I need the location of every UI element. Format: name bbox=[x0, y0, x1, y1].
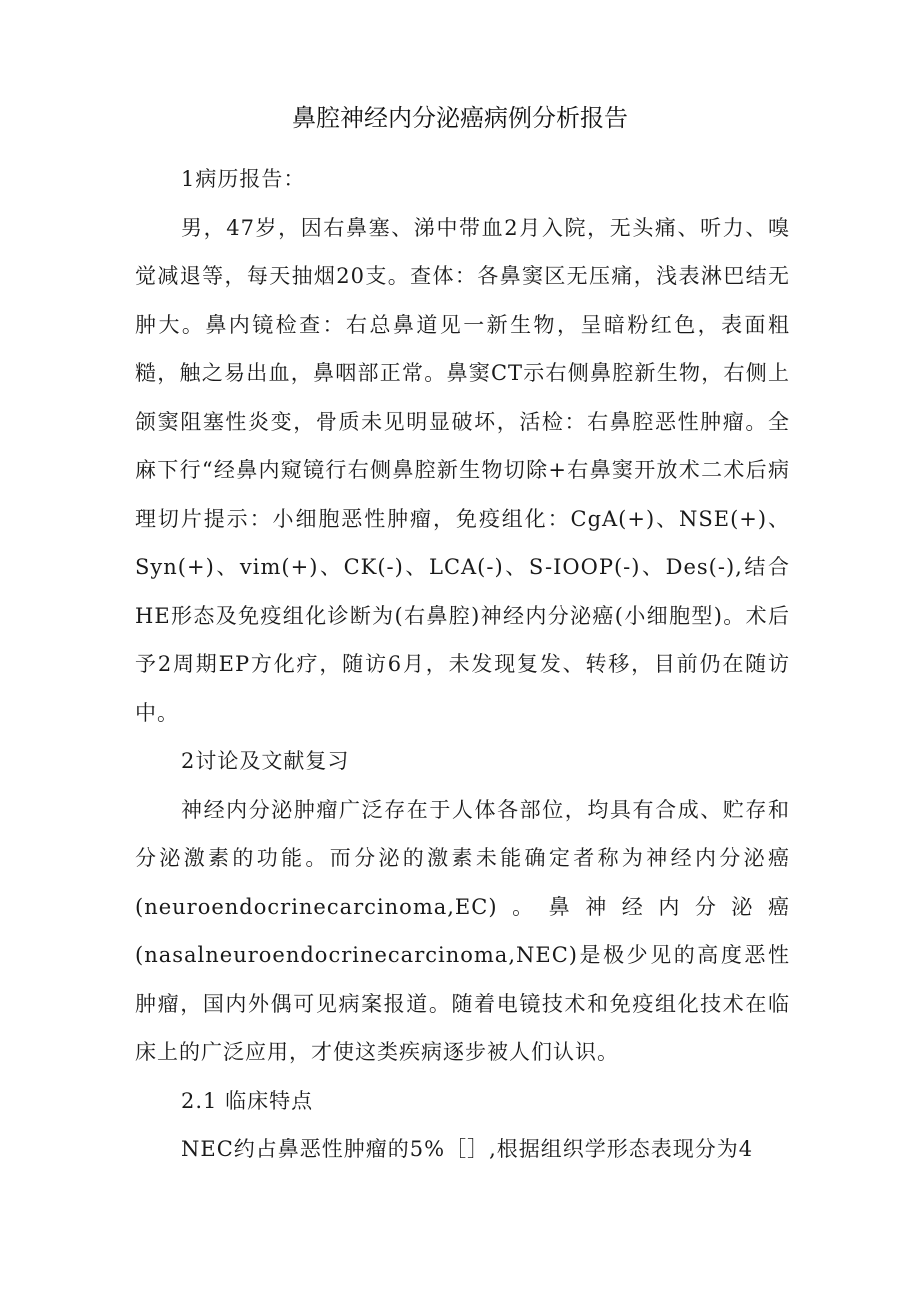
clinical-features-paragraph: NEC约占鼻恶性肿瘤的5%［］,根据组织学形态表现分为4 bbox=[181, 1137, 754, 1161]
section-heading-discussion: 2讨论及文献复习 bbox=[181, 749, 350, 773]
case-report-paragraph: 男，47岁，因右鼻塞、涕中带血2月入院，无头痛、听力、嗅觉减退等，每天抽烟20支。查体：各鼻窦区无压痛，浅表淋巴结无肿大。鼻内镜检查：右总鼻道见一新生物，呈暗粉红色，表面粗糙，触之易出血，鼻咽部正常。鼻窦CT示右侧鼻腔新生物，右侧上颌窦阻塞性炎变，骨质未见明显破坏，活检：右鼻腔恶性肿瘤。全麻下行“经鼻内窥镜行右侧鼻腔新生物切除+右鼻窦开放术二术后病理切片提示：小细胞恶性肿瘤，免疫组化：CgA(+)、NSE(+)、Syn(+)、vim(+)、CK(-)、LCA(-)、S-IOOP(-)、Des(-),结合HE形态及免疫组化诊断为(右鼻腔)神经内分泌癌(小细胞型)。术后予2周期EP方化疗，随访6月，未发现复发、转移，目前仍在随访中。 bbox=[135, 215, 790, 725]
section-heading-clinical-features: 2.1 临床特点 bbox=[181, 1088, 314, 1113]
section-heading-case-report: 1病历报告： bbox=[181, 167, 306, 191]
document-title: 鼻腔神经内分泌癌病例分析报告 bbox=[292, 104, 628, 132]
document-body bbox=[135, 155, 790, 1174]
discussion-paragraph: 神经内分泌肿瘤广泛存在于人体各部位，均具有合成、贮存和分泌激素的功能。而分泌的激素未能确定者称为神经内分泌癌(neuroendocrinecarcinoma,EC)。鼻神经内分泌癌(nasalneuroendocrinecarcinoma,NEC)是极少见的高度恶性肿瘤，国内外偶可见病案报道。随着电镜技术和免疫组化技术在临床上的广泛应用，才使这类疾病逐步被人们认识。 bbox=[135, 797, 790, 1064]
